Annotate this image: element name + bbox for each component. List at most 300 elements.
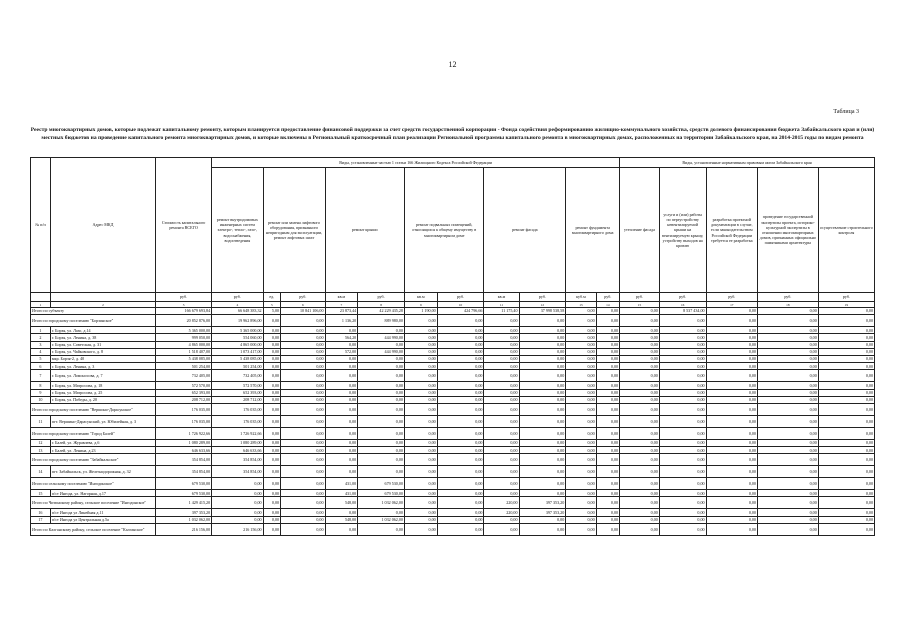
row-value: 0,00 <box>818 363 874 370</box>
row-value: 0,00 <box>757 509 818 516</box>
row-value: 0,00 <box>566 315 596 327</box>
row-value: 0,00 <box>659 454 706 466</box>
unit-cell: руб. <box>706 293 757 302</box>
row-value: 208 712,00 <box>212 396 263 403</box>
row-value: 0,00 <box>706 382 757 389</box>
row-value: 0,00 <box>596 363 619 370</box>
row-address: г. Балей, ул. Журавлева, д.6 <box>50 439 155 446</box>
row-value: 0,00 <box>757 466 818 478</box>
row-number: 11 <box>31 415 51 427</box>
row-value: 0,00 <box>519 447 566 454</box>
row-value: 0,00 <box>659 447 706 454</box>
row-value: 0,00 <box>757 308 818 315</box>
row-value: 0,00 <box>566 447 596 454</box>
row-value: 0,00 <box>437 509 484 516</box>
row-value: 0,00 <box>620 396 660 403</box>
row-value: 397 353,20 <box>519 509 566 516</box>
row-value: 0,00 <box>566 427 596 439</box>
row-value: 1 032 062,00 <box>358 497 405 509</box>
row-number: 4 <box>31 348 51 355</box>
row-value: 0,00 <box>325 454 358 466</box>
subtotal-label: Итого по городскому поселению "Борзинское" <box>31 315 156 327</box>
row-value: 0,00 <box>325 370 358 382</box>
row-number: 12 <box>31 439 51 446</box>
row-value: 0,00 <box>437 523 484 535</box>
row-value: 0,00 <box>484 478 519 490</box>
row-number: 15 <box>31 490 51 497</box>
row-value: 0,00 <box>358 396 405 403</box>
row-value: 999 050,00 <box>156 334 212 341</box>
row-value: 0,00 <box>484 327 519 334</box>
row-value: 0,00 <box>566 523 596 535</box>
header-services: услуги и (или) работы по переустройству невентилируемой крыши на вентилируемую крышу, устройству выходов на кровлю <box>659 168 706 293</box>
row-value: 354 854,00 <box>156 466 212 478</box>
subtotal-label: Итого по субъекту <box>31 308 156 315</box>
unit-cell: руб. <box>620 293 660 302</box>
row-value: 208 712,00 <box>156 396 212 403</box>
row-value: 4 865 000,00 <box>212 341 263 348</box>
row-value: 0,00 <box>263 497 281 509</box>
row-value: 0,00 <box>818 415 874 427</box>
row-value: 354 854,00 <box>212 466 263 478</box>
row-value: 0,00 <box>757 327 818 334</box>
row-value: 0,00 <box>437 478 484 490</box>
row-value: 0,00 <box>659 389 706 396</box>
row-value: 0,00 <box>325 355 358 362</box>
row-number: 10 <box>31 396 51 403</box>
row-value: 0,00 <box>358 382 405 389</box>
row-value: 0,00 <box>620 490 660 497</box>
row-value: 0,00 <box>519 415 566 427</box>
row-value: 0,00 <box>596 447 619 454</box>
row-value: 0,00 <box>404 327 437 334</box>
row-value: 0,00 <box>325 389 358 396</box>
row-value: 42 229 435,28 <box>358 308 405 315</box>
row-value: 0,00 <box>281 396 325 403</box>
row-value: 0,00 <box>358 363 405 370</box>
row-value: 0,00 <box>519 439 566 446</box>
row-value: 397 353,20 <box>156 509 212 516</box>
register-table <box>30 157 875 536</box>
row-value: 0,00 <box>659 509 706 516</box>
row-value: 0,00 <box>358 403 405 415</box>
row-value: 0,00 <box>437 389 484 396</box>
row-value: 652 393,00 <box>156 389 212 396</box>
column-number: 11 <box>484 302 519 308</box>
header-control: осуществление строительного контроля <box>818 168 874 293</box>
row-value: 0,00 <box>263 403 281 415</box>
row-value: 0,00 <box>818 334 874 341</box>
row-value: 0,00 <box>706 348 757 355</box>
row-value: 0,00 <box>484 439 519 446</box>
unit-cell: ед. <box>263 293 281 302</box>
row-value: 5 365 000,00 <box>212 327 263 334</box>
row-value: 0,00 <box>437 363 484 370</box>
row-value: 0,00 <box>818 308 874 315</box>
row-address: г. Борзя, ул. Лазо, д.14 <box>50 327 155 334</box>
row-value: 0,00 <box>404 439 437 446</box>
row-value: 0,00 <box>263 355 281 362</box>
row-value: 0,00 <box>325 327 358 334</box>
row-value: 0,00 <box>757 355 818 362</box>
row-value: 0,00 <box>484 363 519 370</box>
header-roof: ремонт крыши <box>325 168 404 293</box>
row-value: 0,00 <box>566 334 596 341</box>
row-value: 0,00 <box>818 523 874 535</box>
row-value: 0,00 <box>659 370 706 382</box>
row-value: 0,00 <box>281 466 325 478</box>
row-value: 0,00 <box>566 370 596 382</box>
row-value: 19 962 896,00 <box>212 315 263 327</box>
header-expertise: проведение государственной экспертизы проекта, историко-культурной экспертизы в отношении многоквартирных домов, признанных официально памятниками архитектуры <box>757 168 818 293</box>
row-value: 0,00 <box>263 389 281 396</box>
row-value: 0,00 <box>404 348 437 355</box>
row-value: 0,00 <box>596 341 619 348</box>
row-value: 0,00 <box>620 478 660 490</box>
row-value: 10 841 106,00 <box>281 308 325 315</box>
row-value: 5 438 085,00 <box>156 355 212 362</box>
row-value: 0,00 <box>519 382 566 389</box>
row-value: 0,00 <box>596 466 619 478</box>
row-value: 0,00 <box>519 490 566 497</box>
table-row <box>31 516 875 523</box>
column-number: 14 <box>596 302 619 308</box>
row-value: 0,00 <box>281 315 325 327</box>
row-value: 220,00 <box>484 509 519 516</box>
row-value: 0,00 <box>437 466 484 478</box>
subtotal-label: Итого по сельскому поселению "Ингодинское" <box>31 478 156 490</box>
column-number: 9 <box>404 302 437 308</box>
row-value: 0,00 <box>818 403 874 415</box>
row-value: 0,00 <box>325 382 358 389</box>
column-number: 1 <box>31 302 51 308</box>
row-value: 0,00 <box>281 439 325 446</box>
table-row <box>31 415 875 427</box>
row-value: 23 873,44 <box>325 308 358 315</box>
table-label: Таблица 3 <box>833 109 859 115</box>
row-value: 0,00 <box>281 447 325 454</box>
row-value: 0,00 <box>263 490 281 497</box>
row-value: 652 393,00 <box>212 389 263 396</box>
row-value: 0,00 <box>437 439 484 446</box>
row-number: 16 <box>31 509 51 516</box>
row-value: 572 570,00 <box>212 382 263 389</box>
row-value: 0,00 <box>706 497 757 509</box>
row-value: 0,00 <box>566 509 596 516</box>
header-facade: ремонт фасада <box>484 168 566 293</box>
row-value: 0,00 <box>659 415 706 427</box>
row-value: 0,00 <box>437 396 484 403</box>
row-value: 0,00 <box>566 490 596 497</box>
row-value: 0,00 <box>620 315 660 327</box>
row-value: 0,00 <box>659 363 706 370</box>
row-value: 0,00 <box>519 355 566 362</box>
row-value: 0,00 <box>325 341 358 348</box>
row-value: 0,00 <box>281 497 325 509</box>
row-value: 0,00 <box>404 396 437 403</box>
row-value: 0,00 <box>596 415 619 427</box>
row-address: г. Борзя, ул. Победы, д. 20 <box>50 396 155 403</box>
row-value: 0,00 <box>437 370 484 382</box>
row-value: 0,00 <box>757 363 818 370</box>
row-value: 0,00 <box>757 315 818 327</box>
row-value: 0,00 <box>263 523 281 535</box>
unit-cell: руб. <box>212 293 263 302</box>
row-value: 0,00 <box>659 516 706 523</box>
row-value: 0,00 <box>263 478 281 490</box>
row-value: 0,00 <box>281 516 325 523</box>
row-value: 0,00 <box>596 308 619 315</box>
row-value: 548,00 <box>325 497 358 509</box>
row-value: 0,00 <box>281 370 325 382</box>
row-value: 0,00 <box>659 523 706 535</box>
column-number: 8 <box>358 302 405 308</box>
row-address: г. Балей, ул. Ленина, д.23 <box>50 447 155 454</box>
row-value: 0,00 <box>358 370 405 382</box>
row-address: пгт. Вершино-Дарасунский, ул. Юбилейная, д. 3 <box>50 415 155 427</box>
row-value: 0,00 <box>596 327 619 334</box>
row-value: 0,00 <box>706 334 757 341</box>
row-value: 0,00 <box>620 382 660 389</box>
row-value: 0,00 <box>325 415 358 427</box>
subtotal-row <box>31 523 875 535</box>
row-value: 732 405,00 <box>156 370 212 382</box>
row-value: 354 854,00 <box>156 454 212 466</box>
row-value: 0,00 <box>620 523 660 535</box>
row-address: г. Борзя, ул. Советская, д. 31 <box>50 341 155 348</box>
row-value: 0,00 <box>519 315 566 327</box>
row-value: 0,00 <box>566 439 596 446</box>
row-number: 1 <box>31 327 51 334</box>
row-value: 0,00 <box>325 447 358 454</box>
row-value: 0,00 <box>566 478 596 490</box>
subtotal-row <box>31 308 875 315</box>
row-value: 0,00 <box>437 341 484 348</box>
row-value: 0,00 <box>281 327 325 334</box>
table-row <box>31 341 875 348</box>
row-value: 0,00 <box>484 389 519 396</box>
row-value: 0,00 <box>281 382 325 389</box>
row-value: 0,00 <box>596 497 619 509</box>
row-value: 0,00 <box>484 355 519 362</box>
row-value: 0,00 <box>757 396 818 403</box>
row-value: 0,00 <box>437 497 484 509</box>
row-value: 0,00 <box>659 334 706 341</box>
row-value: 0,00 <box>566 341 596 348</box>
group-header-federal: Виды, установленные частью 1 статьи 166 Жилищного Кодекса Российской Федерации <box>212 158 620 168</box>
row-value: 0,00 <box>358 341 405 348</box>
row-value: 0,00 <box>404 315 437 327</box>
row-value: 572,00 <box>325 348 358 355</box>
row-address: г. Борзя, ул. Чайковского, д. 8 <box>50 348 155 355</box>
row-value: 0,00 <box>404 497 437 509</box>
document-title: Реестр многоквартирных домов, которые подлежат капитальному ремонту, которым планируется предоставление финансовой поддержки за счет средств государственной корпорации - Фонда содействия реформированию жилищно-коммунального хозяйства, средств долевого финансирования бюджета Забайкальского края и (или) местных бюджетов на проведение капитального ремонта многоквартирных домов, и которые включены в Региональный краткосрочный план реализации Региональной программы капитального ремонта в многоквартирных домах, расположенных на территории Забайкальского края, на 2014-2015 годы по видам ремонта <box>30 127 875 141</box>
row-value: 0,00 <box>706 308 757 315</box>
row-value: 0,00 <box>706 454 757 466</box>
row-value: 0,00 <box>325 363 358 370</box>
row-value: 1 073 417,00 <box>212 348 263 355</box>
row-value: 0,00 <box>437 516 484 523</box>
row-value: 0,00 <box>404 454 437 466</box>
row-value: 646 633,66 <box>156 447 212 454</box>
row-value: 0,00 <box>706 466 757 478</box>
row-value: 0,00 <box>818 427 874 439</box>
header-cost: Стоимость капитального ремонта ВСЕГО <box>156 158 212 293</box>
row-value: 0,00 <box>706 509 757 516</box>
row-value: 0,00 <box>484 454 519 466</box>
row-value: 1 032 062,00 <box>358 516 405 523</box>
column-number: 16 <box>659 302 706 308</box>
row-value: 0,00 <box>437 348 484 355</box>
row-value: 0,00 <box>519 363 566 370</box>
row-value: 564,20 <box>325 334 358 341</box>
row-value: 0,00 <box>519 454 566 466</box>
row-value: 0,00 <box>706 327 757 334</box>
unit-cell: руб. <box>659 293 706 302</box>
row-value: 0,00 <box>484 370 519 382</box>
row-value: 0,00 <box>620 466 660 478</box>
subtotal-row <box>31 478 875 490</box>
row-value: 679 530,00 <box>358 478 405 490</box>
table-row <box>31 382 875 389</box>
column-number: 18 <box>757 302 818 308</box>
row-value: 0,00 <box>437 490 484 497</box>
row-value: 0,00 <box>519 403 566 415</box>
table-row <box>31 348 875 355</box>
row-value: 0,00 <box>358 523 405 535</box>
subtotal-row <box>31 403 875 415</box>
row-value: 0,00 <box>358 439 405 446</box>
row-value: 0,00 <box>404 370 437 382</box>
row-address: г. Борзя, ул. Ленина, д. 38 <box>50 334 155 341</box>
row-value: 0,00 <box>706 415 757 427</box>
row-value: 0,00 <box>566 348 596 355</box>
row-value: 0,00 <box>818 327 874 334</box>
row-value: 0,00 <box>706 427 757 439</box>
row-value: 0,00 <box>263 439 281 446</box>
row-value: 0,00 <box>263 466 281 478</box>
row-value: 0,00 <box>358 509 405 516</box>
row-value: 0,00 <box>263 334 281 341</box>
row-value: 176 035,00 <box>156 403 212 415</box>
row-value: 0,00 <box>325 439 358 446</box>
unit-cell: руб. <box>358 293 405 302</box>
units-row <box>31 293 875 302</box>
table-row <box>31 509 875 516</box>
row-value: 0,00 <box>325 427 358 439</box>
column-number: 2 <box>50 302 155 308</box>
row-value: 0,00 <box>757 439 818 446</box>
row-value: 0,00 <box>263 447 281 454</box>
table-row <box>31 389 875 396</box>
row-value: 0,00 <box>596 478 619 490</box>
row-value: 0,00 <box>404 415 437 427</box>
row-value: 166 679 693,84 <box>156 308 212 315</box>
row-value: 0,00 <box>519 348 566 355</box>
row-value: 0,00 <box>263 415 281 427</box>
row-value: 176 035,00 <box>212 403 263 415</box>
header-engineering: ремонт внутридомовых инженерных систем электро-, тепло-, газо-, водоснабжения, водоотведения <box>212 168 263 293</box>
row-number: 2 <box>31 334 51 341</box>
column-number: 19 <box>818 302 874 308</box>
row-value: 0,00 <box>659 348 706 355</box>
row-value: 0,00 <box>437 355 484 362</box>
row-value: 0,00 <box>519 396 566 403</box>
header-insulation: утепление фасада <box>620 168 660 293</box>
row-value: 220,00 <box>484 497 519 509</box>
row-value: 0,00 <box>818 382 874 389</box>
row-value: 0,00 <box>404 363 437 370</box>
row-value: 0,00 <box>281 415 325 427</box>
row-value: 0,00 <box>620 334 660 341</box>
row-value: 0,00 <box>757 348 818 355</box>
row-value: 0,00 <box>404 516 437 523</box>
page-number: 12 <box>448 60 457 69</box>
row-value: 1 080 289,00 <box>212 439 263 446</box>
row-value: 0,00 <box>519 327 566 334</box>
row-value: 0,00 <box>706 490 757 497</box>
row-value: 0,00 <box>358 355 405 362</box>
row-value: 5 438 085,00 <box>212 355 263 362</box>
row-value: 0,00 <box>519 466 566 478</box>
table-row <box>31 466 875 478</box>
row-value: 0,00 <box>818 497 874 509</box>
column-number: 13 <box>566 302 596 308</box>
table-row <box>31 490 875 497</box>
row-value: 0,00 <box>484 427 519 439</box>
table-row <box>31 327 875 334</box>
unit-cell: руб. <box>596 293 619 302</box>
row-value: 1 726 922,66 <box>212 427 263 439</box>
row-number: 14 <box>31 466 51 478</box>
row-value: 0,00 <box>484 382 519 389</box>
row-value: 0,00 <box>437 447 484 454</box>
row-value: 0,00 <box>263 327 281 334</box>
row-value: 0,00 <box>596 439 619 446</box>
row-value: 20 852 876,00 <box>156 315 212 327</box>
row-value: 0,00 <box>596 370 619 382</box>
row-value: 0,00 <box>325 523 358 535</box>
register-body <box>31 293 875 536</box>
row-value: 0,00 <box>596 334 619 341</box>
row-value: 0,00 <box>659 439 706 446</box>
row-value: 0,00 <box>484 447 519 454</box>
row-value: 0,00 <box>484 334 519 341</box>
row-value: 0,00 <box>757 341 818 348</box>
row-value: 0,00 <box>212 509 263 516</box>
row-value: 0,00 <box>566 396 596 403</box>
row-value: 0,00 <box>620 363 660 370</box>
row-value: 0,00 <box>566 389 596 396</box>
row-value: 0,00 <box>519 516 566 523</box>
row-value: 0,00 <box>706 403 757 415</box>
row-value: 0,00 <box>281 454 325 466</box>
row-value: 501 254,00 <box>156 363 212 370</box>
row-value: 0,00 <box>325 396 358 403</box>
row-value: 0,00 <box>281 490 325 497</box>
row-value: 0,00 <box>620 348 660 355</box>
column-number: 3 <box>156 302 212 308</box>
subtotal-label: Итого по Читинскому району, сельское поселение "Ингодинское" <box>31 497 156 509</box>
row-value: 0,00 <box>757 403 818 415</box>
row-value: 0,00 <box>818 439 874 446</box>
row-value: 0,00 <box>706 315 757 327</box>
row-value: 0,00 <box>757 415 818 427</box>
row-value: 0,00 <box>212 497 263 509</box>
row-value: 0,00 <box>212 516 263 523</box>
row-value: 0,00 <box>404 509 437 516</box>
row-value: 0,00 <box>596 382 619 389</box>
